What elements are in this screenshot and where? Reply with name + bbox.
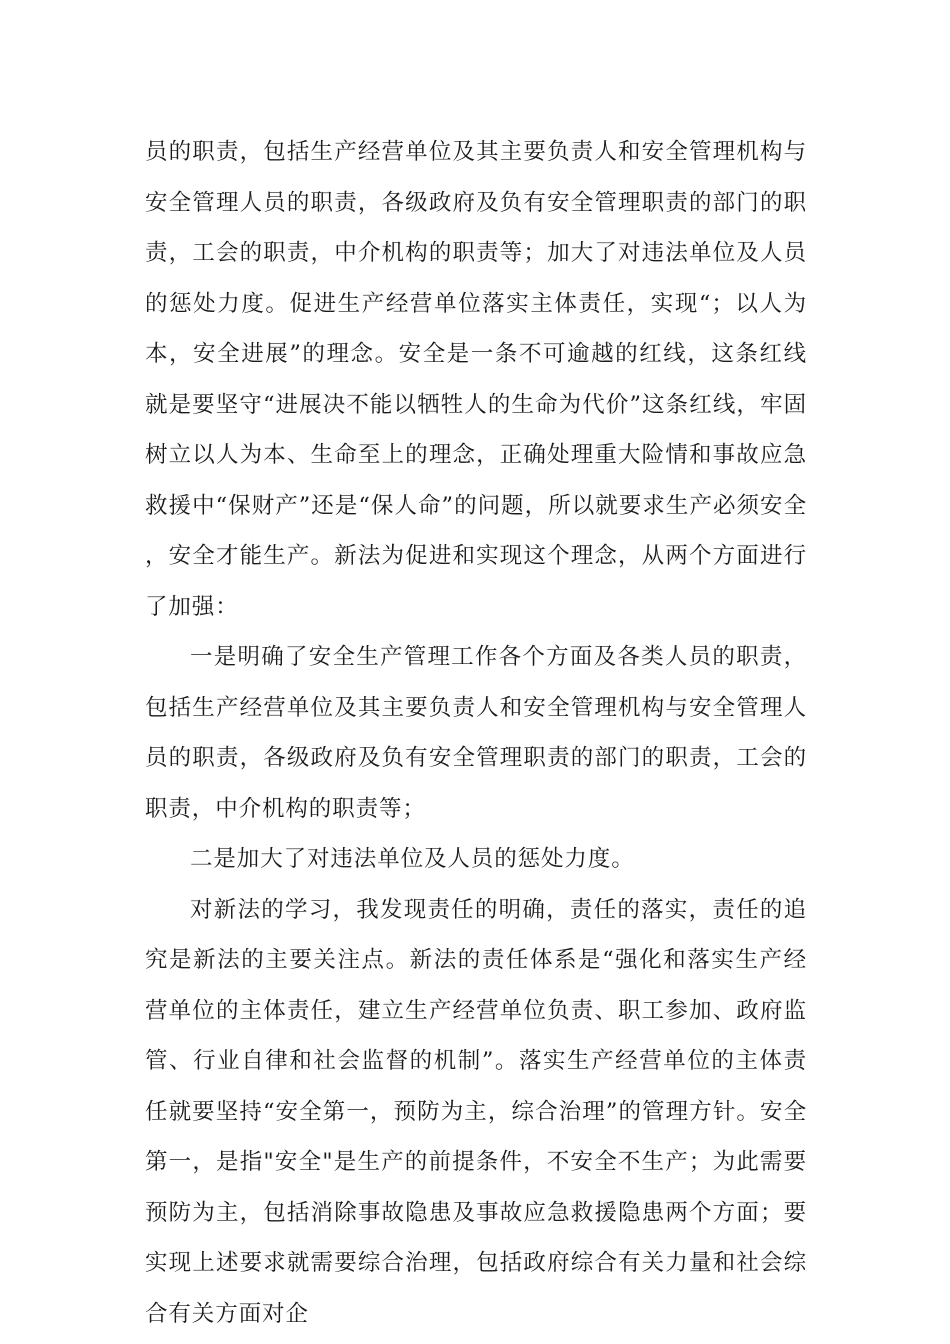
document-page: [145, 127, 807, 1339]
paragraph-4: 对新法的学习，我发现责任的明确，责任的落实，责任的追究是新法的主要关注点。新法的责任体系是“强化和落实生产经营单位的主体责任，建立生产经营单位负责、职工参加、政府监管、行业自律和社会监督的机制”。落实生产经营单位的主体责任就要坚持“安全第一，预防为主，综合治理”的管理方针。安全第一，是指"安全"是生产的前提条件，不安全不生产；为此需要预防为主，包括消除事故隐患及事故应急救援隐患两个方面；要实现上述要求就需要综合治理，包括政府综合有关力量和社会综合有关方面对企: [145, 896, 807, 1327]
paragraph-3: 二是加大了对违法单位及人员的惩处力度。: [190, 846, 635, 872]
paragraph-1: 员的职责，包括生产经营单位及其主要负责人和安全管理机构与安全管理人员的职责，各级政府及负有安全管理职责的部门的职责，工会的职责，中介机构的职责等；加大了对违法单位及人员的惩处力度。促进生产经营单位落实主体责任，实现“；以人为本，安全进展”的理念。安全是一条不可逾越的红线，这条红线就是要坚守“进展决不能以牺牲人的生命为代价”这条红线，牢固树立以人为本、生命至上的理念，正确处理重大险情和事故应急救援中“保财产”还是“保人命”的问题，所以就要求生产必须安全，安全才能生产。新法为促进和实现这个理念，从两个方面进行了加强：: [145, 139, 807, 620]
paragraph-2: 一是明确了安全生产管理工作各个方面及各类人员的职责，包括生产经营单位及其主要负责人和安全管理机构与安全管理人员的职责，各级政府及负有安全管理职责的部门的职责，工会的职责，中介机构的职责等；: [145, 644, 807, 822]
